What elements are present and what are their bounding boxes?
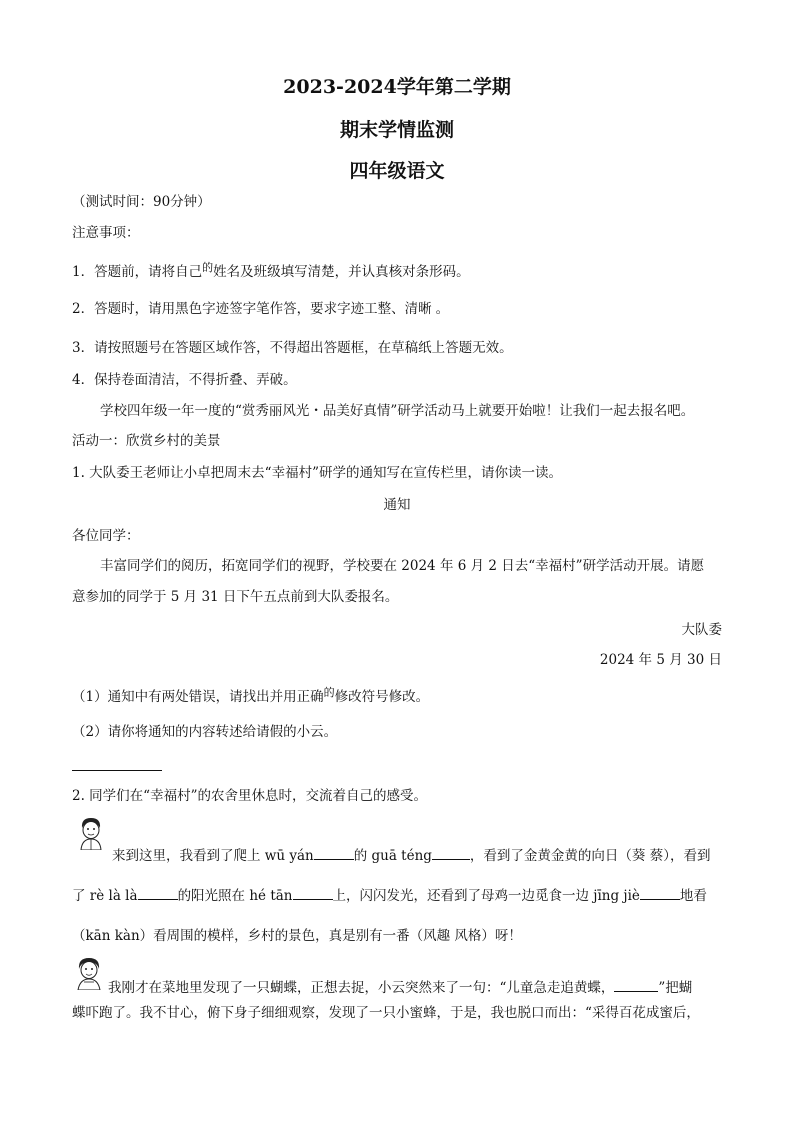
note-1-post: 姓名及班级填写清楚，并认真核对条形码。 xyxy=(213,264,470,280)
p1-l2-b: 的阳光照在 hé tān xyxy=(177,888,293,904)
p1-l2-c: 上，闪闪发光，还看到了母鸡一边觅食一边 jīng jiè xyxy=(332,888,640,904)
blank-gua-teng[interactable] xyxy=(432,845,470,860)
exam-title-name: 期末学情监测 xyxy=(339,119,454,141)
note-item-4: 4．保持卷面清洁，不得折叠、弄破。 xyxy=(72,372,297,388)
p1-l1-c: ，看到了金黄金黄的向日（葵 蔡），看到 xyxy=(469,848,711,864)
notes-heading: 注意事项： xyxy=(72,225,140,241)
answer-line[interactable] xyxy=(72,770,162,771)
blank-jing-jie[interactable] xyxy=(640,885,680,900)
blank-he-tan[interactable] xyxy=(293,885,333,900)
note-item-3: 3．请按照题号在答题区域作答，不得超出答题框，在草稿纸上答题无效。 xyxy=(72,340,513,356)
blank-wu-yan[interactable] xyxy=(314,845,354,860)
intro-paragraph: 学校四年级一年一度的“赏秀丽风光・品美好真情”研学活动马上就要开始啦！让我们一起去报名吧。 xyxy=(100,403,695,419)
answer-paragraph-1-line-2 xyxy=(72,885,707,905)
notice-title: 通知 xyxy=(383,497,411,513)
sub1-pre: （1）通知中有两处错误，请找出并用正确 xyxy=(72,689,324,705)
p1-l2-d: 地看 xyxy=(679,888,707,904)
notice-signer: 大队委 xyxy=(681,622,722,638)
question-2-stem: 2. 同学们在“幸福村”的农舍里休息时，交流着自己的感受。 xyxy=(72,788,427,804)
note-2-text: 2．答题时，请用黑色字迹签字笔作答，要求字迹工整、清晰 xyxy=(72,301,432,317)
question-1-sub-2: （2）请你将通知的内容转述给请假的小云。 xyxy=(72,724,338,740)
time-note: （测试时间：90分钟） xyxy=(72,194,211,210)
blank-poem-line[interactable] xyxy=(614,977,658,992)
sub1-sup: 的 xyxy=(323,686,335,699)
answer-paragraph-2-line-2: 蝶吓跑了。我不甘心，俯下身子细细观察，发现了一只小蜜蜂，于是，我也脱口而出：“采得百花成蜜后， xyxy=(72,1005,700,1021)
sub1-post: 修改符号修改。 xyxy=(334,689,430,705)
question-1-sub-1 xyxy=(72,688,429,707)
exam-title-term: 2023-2024学年第二学期 xyxy=(283,76,511,98)
blank-re-la-la[interactable] xyxy=(138,885,178,900)
notice-body-line-2: 意参加的同学于 5 月 31 日下午五点前到大队委报名。 xyxy=(72,589,399,605)
answer-paragraph-1-line-3: （kān kàn）看周围的模样，乡村的景色，真是别有一番（风趣 风格）呀！ xyxy=(72,928,522,944)
notice-body-line-1: 丰富同学们的阅历，拓宽同学们的视野，学校要在 2024 年 6 月 2 日去“幸福村”研学活动开展。请愿 xyxy=(100,558,705,574)
note-1-pre: 1．答题前，请将自己 xyxy=(72,264,203,280)
p2-l1-a: 我刚才在菜地里发现了一只蝴蝶，正想去捉，小云突然来了一句：“儿童急走追黄蝶， xyxy=(108,980,615,996)
activity-heading: 活动一：欣赏乡村的美景 xyxy=(72,433,221,449)
question-1-stem: 1. 大队委王老师让小卓把周末去“幸福村”研学的通知写在宣传栏里，请你读一读。 xyxy=(72,465,562,481)
note-item-2 xyxy=(72,300,449,318)
note-2-tail: 。 xyxy=(435,301,450,317)
notice-salutation: 各位同学： xyxy=(72,528,140,544)
note-item-1 xyxy=(72,263,470,282)
note-1-sup: 的 xyxy=(202,261,214,274)
student-boy-avatar-icon-2 xyxy=(74,956,104,990)
answer-paragraph-1-line-1 xyxy=(112,845,710,865)
p1-l2-a: 了 rè là là xyxy=(72,888,138,904)
p1-l1-b: 的 guā téng xyxy=(353,848,432,864)
notice-date: 2024 年 5 月 30 日 xyxy=(599,652,722,668)
student-boy-avatar-icon xyxy=(76,816,106,850)
exam-title-subject: 四年级语文 xyxy=(349,160,445,182)
p1-l1-a: 来到这里，我看到了爬上 wū yán xyxy=(112,848,314,864)
answer-paragraph-2-line-1 xyxy=(108,977,692,997)
p2-l1-b: ”把蝴 xyxy=(658,980,693,996)
